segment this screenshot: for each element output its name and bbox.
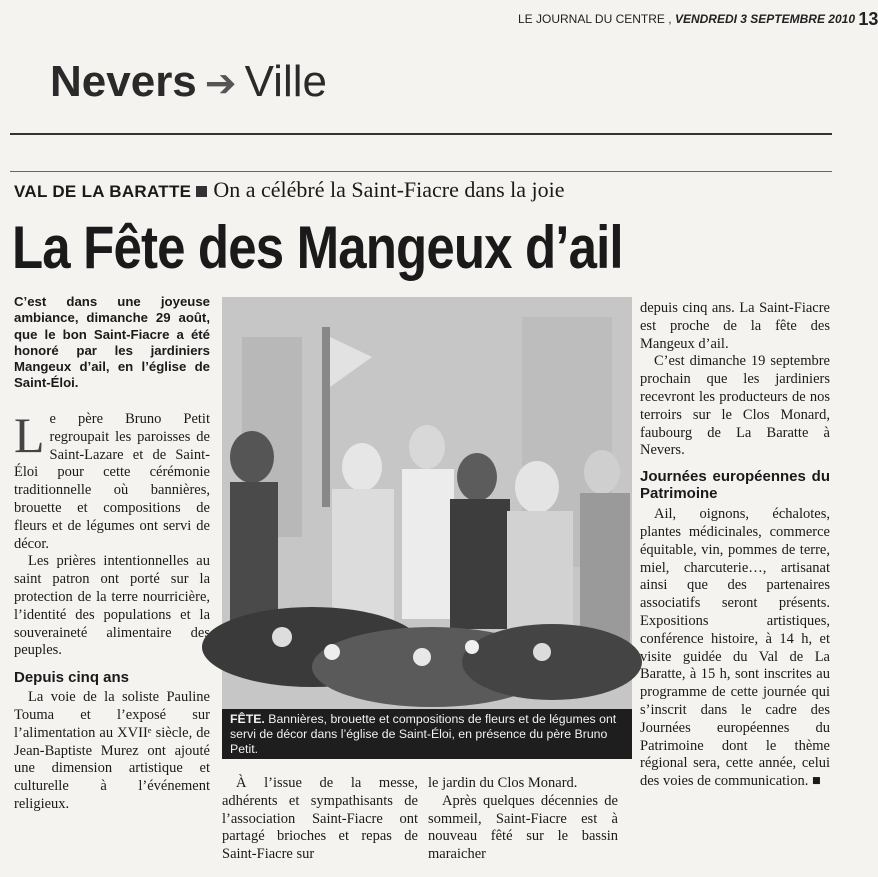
kicker	[14, 175, 565, 205]
article-lead: C’est dans une joyeuse ambiance, dimanche 29 août, que le bon Saint-Fiacre a été honoré par les jardiniers Mangeux d’ail, en l’église de Saint-Éloi.	[14, 294, 210, 391]
arrow-icon: ➔	[204, 63, 237, 105]
kicker-place: VAL DE LA BARATTE	[14, 182, 192, 201]
square-bullet-icon	[196, 186, 207, 197]
subhead-journees-patrimoine: Journées européennes du Patrimoine	[640, 468, 830, 503]
caption-label: FÊTE.	[230, 712, 265, 726]
kicker-rule	[10, 171, 832, 172]
paragraph: Le père Bruno Petit regroupait les paroisses de Saint-Lazare et de Saint-Éloi pour cette cérémonie traditionnelle où bannières, brouette et compositions de fleurs et de légumes ont servi de décor.	[14, 407, 210, 552]
paragraph: Ail, oignons, échalotes, plantes médicinales, commerce équitable, vin, pommes de terre, miel, charcuterie…, artisanat ainsi que des partenaires associatifs seront présents. Expositions artistiques, conférence histoire, à 14 h, et visite guidée du Val de La Baratte, à 15 h, sont inscrites au programme de cette journée qui s’inscrit dans le cadre des Journées européennes du Patrimoine dont le thème régional sera, cette année, celui des voies de communication. ■	[640, 506, 830, 790]
paragraph: La voie de la soliste Pauline Touma et l’exposé sur l’alimentation au XVIIᵉ siècle, de Jean-Baptiste Murez ont ajouté une dimension artistique et culturelle à l’événement religieux.	[14, 689, 210, 812]
caption-text: Bannières, brouette et compositions de fleurs et de légumes ont servi de décor dans l’église de Saint-Éloi, en présence du père Bruno Petit.	[230, 712, 617, 756]
column-3a	[428, 775, 618, 864]
column-3	[640, 300, 830, 791]
section-rule	[10, 133, 832, 135]
subhead-depuis-cinq-ans: Depuis cinq ans	[14, 669, 130, 687]
page-number: 13	[858, 9, 878, 29]
paragraph: C’est dimanche 19 septembre prochain que les jardiniers recevront les producteurs de nos terroirs sur le Clos Monard, faubourg de La Baratte à Nevers.	[640, 353, 830, 459]
paragraph: Les prières intentionnelles au saint patron ont porté sur la protection de la terre nourricière, l’identité des populations et la souveraineté alimentaire des peuples.	[14, 553, 210, 659]
end-mark: ■	[811, 773, 821, 790]
section-city: Nevers	[50, 57, 197, 106]
section-sub: Ville	[244, 57, 327, 106]
drop-cap: L	[14, 407, 45, 463]
paragraph: depuis cinq ans. La Saint-Fiacre est proche de la fête des Mangeux d’ail.	[640, 300, 830, 352]
paragraph: le jardin du Clos Monard.	[428, 775, 578, 791]
paragraph: À l’issue de la messe, adhérents et sympathisants de l’association Saint-Fiacre ont partagé brioches et repas de Saint-Fiacre sur	[222, 775, 418, 863]
crowd-photo-illustration	[222, 297, 632, 709]
section-banner	[50, 52, 327, 112]
column-2	[222, 775, 418, 864]
paragraph: Après quelques décennies de sommeil, Saint-Fiacre est à nouveau fêté sur le bassin maraicher	[428, 792, 618, 863]
kicker-title: On a célébré la Saint-Fiacre dans la joie	[213, 177, 565, 202]
journal-name: LE JOURNAL DU CENTRE	[518, 12, 665, 26]
column-1	[14, 407, 210, 814]
running-head: LE JOURNAL DU CENTRE , VENDREDI 3 SEPTEMBRE 2010 13	[518, 9, 878, 29]
headline: La Fête des Mangeux d’ail	[12, 214, 623, 281]
issue-date: VENDREDI 3 SEPTEMBRE 2010	[674, 12, 855, 26]
photo-caption	[222, 709, 632, 759]
article-photo	[222, 297, 632, 709]
